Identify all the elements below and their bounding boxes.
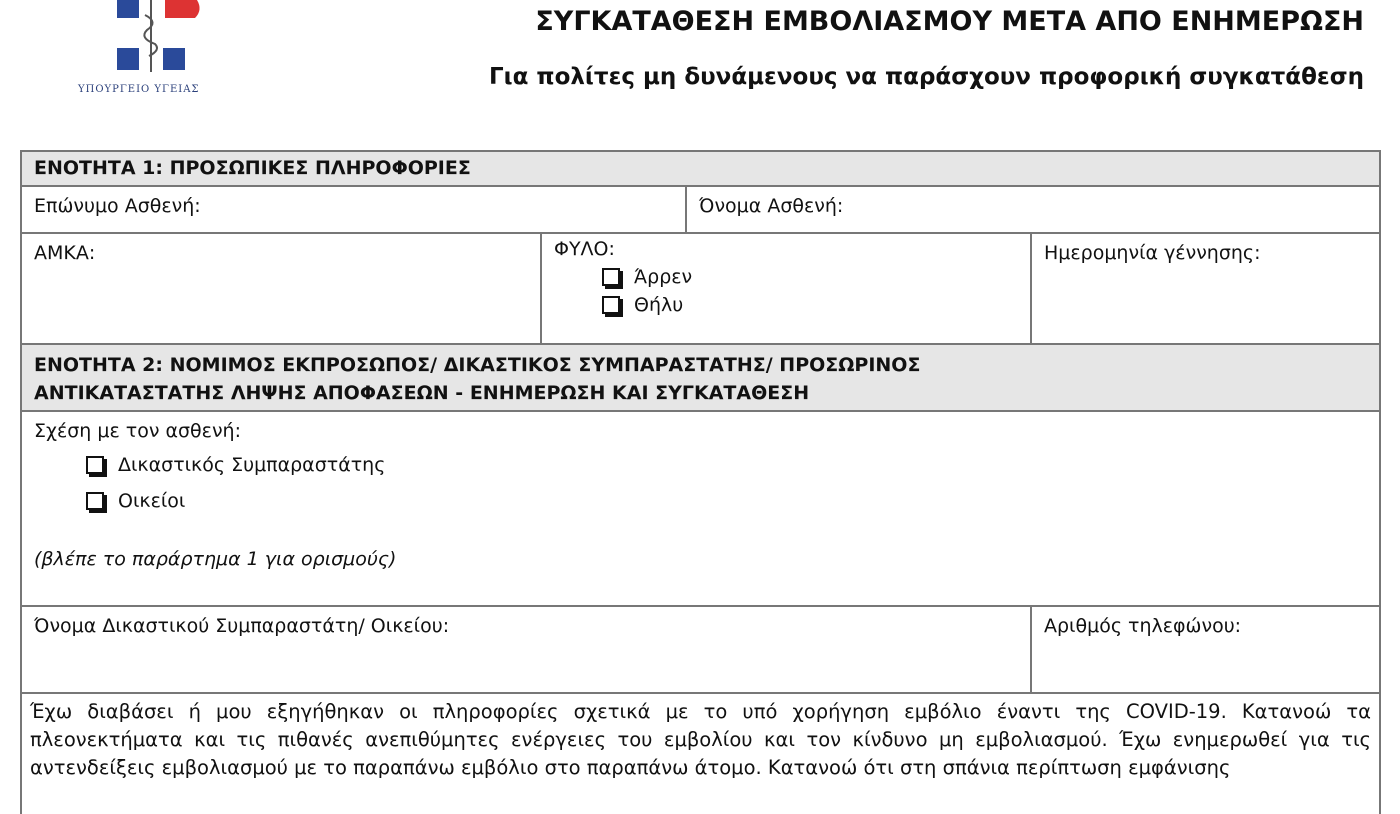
female-checkbox[interactable]	[602, 294, 1018, 316]
checkbox-icon	[86, 456, 104, 474]
section2-heading	[22, 345, 1379, 410]
phone-field[interactable]	[1032, 607, 1379, 692]
annex-note: (βλέπε το παράρτημα 1 για ορισμούς)	[34, 548, 397, 570]
checkbox-icon	[602, 268, 620, 286]
section2-heading-line1: ΕΝΟΤΗΤΑ 2: ΝΟΜΙΜΟΣ ΕΚΠΡΟΣΩΠΟΣ/ ΔΙΚΑΣΤΙΚΟΣ ΣΥΜΠΑΡΑΣΤΑΤΗΣ/ ΠΡΟΣΩΡΙΝΟΣ	[34, 354, 921, 376]
form-title: ΣΥΓΚΑΤΑΘΕΣΗ ΕΜΒΟΛΙΑΣΜΟΥ ΜΕΤΑ ΑΠΟ ΕΝΗΜΕΡΩΣΗ	[535, 6, 1364, 37]
amka-field[interactable]	[22, 234, 542, 343]
dob-field[interactable]	[1032, 234, 1379, 343]
relatives-label: Οικείοι	[118, 490, 186, 512]
guardian-checkbox[interactable]	[86, 454, 1367, 476]
phone-label: Αριθμός τηλεφώνου:	[1044, 615, 1242, 637]
relation-block	[22, 412, 1379, 605]
dob-label: Ημερομηνία γέννησης:	[1044, 242, 1261, 264]
surname-field[interactable]	[22, 187, 687, 232]
consent-form	[20, 150, 1381, 814]
logo-text: ΥΠΟΥΡΓΕΙΟ ΥΓΕΙΑΣ	[78, 84, 200, 95]
form-subtitle: Για πολίτες μη δυνάμενους να παράσχουν προφορική συγκατάθεση	[488, 64, 1364, 90]
sex-field	[542, 234, 1032, 343]
guardian-label: Δικαστικός Συμπαραστάτης	[118, 454, 386, 476]
section2-heading-line2: ΑΝΤΙΚΑΤΑΣΤΑΤΗΣ ΛΗΨΗΣ ΑΠΟΦΑΣΕΩΝ - ΕΝΗΜΕΡΩΣΗ ΚΑΙ ΣΥΓΚΑΤΑΘΕΣΗ	[34, 382, 810, 404]
relation-label: Σχέση με τον ασθενή:	[34, 420, 242, 442]
sex-label: ΦΥΛΟ:	[554, 238, 615, 260]
guardian-name-field[interactable]	[22, 607, 1032, 692]
guardian-name-label: Όνομα Δικαστικού Συμπαραστάτη/ Οικείου:	[34, 615, 450, 637]
female-label: Θήλυ	[634, 294, 684, 316]
name-field[interactable]	[687, 187, 1379, 232]
checkbox-icon	[602, 296, 620, 314]
amka-label: ΑΜΚΑ:	[34, 242, 96, 264]
relatives-checkbox[interactable]	[86, 490, 1367, 512]
consent-text: Έχω διαβάσει ή μου εξηγήθηκαν οι πληροφορίες σχετικά με το υπό χορήγηση εμβόλιο έναντι της COVID-19. Κατανοώ τα πλεονεκτήματα και τις πιθανές ανεπιθύμητες ενέργειες του εμβολίου και τον κίνδυνο μη εμβολιασμού. Έχω ενημερωθεί για τις αντενδείξεις εμβολιασμού με το παραπάνω εμβόλιο στο παραπάνω άτομο. Κατανοώ ότι στη σπάνια περίπτωση εμφάνισης	[30, 700, 1371, 779]
checkbox-icon	[86, 492, 104, 510]
surname-label: Επώνυμο Ασθενή:	[34, 195, 201, 217]
male-label: Άρρεν	[634, 266, 693, 288]
male-checkbox[interactable]	[602, 266, 1018, 288]
name-label: Όνομα Ασθενή:	[699, 195, 844, 217]
section1-heading: ΕΝΟΤΗΤΑ 1: ΠΡΟΣΩΠΙΚΕΣ ΠΛΗΡΟΦΟΡΙΕΣ	[22, 152, 1379, 185]
